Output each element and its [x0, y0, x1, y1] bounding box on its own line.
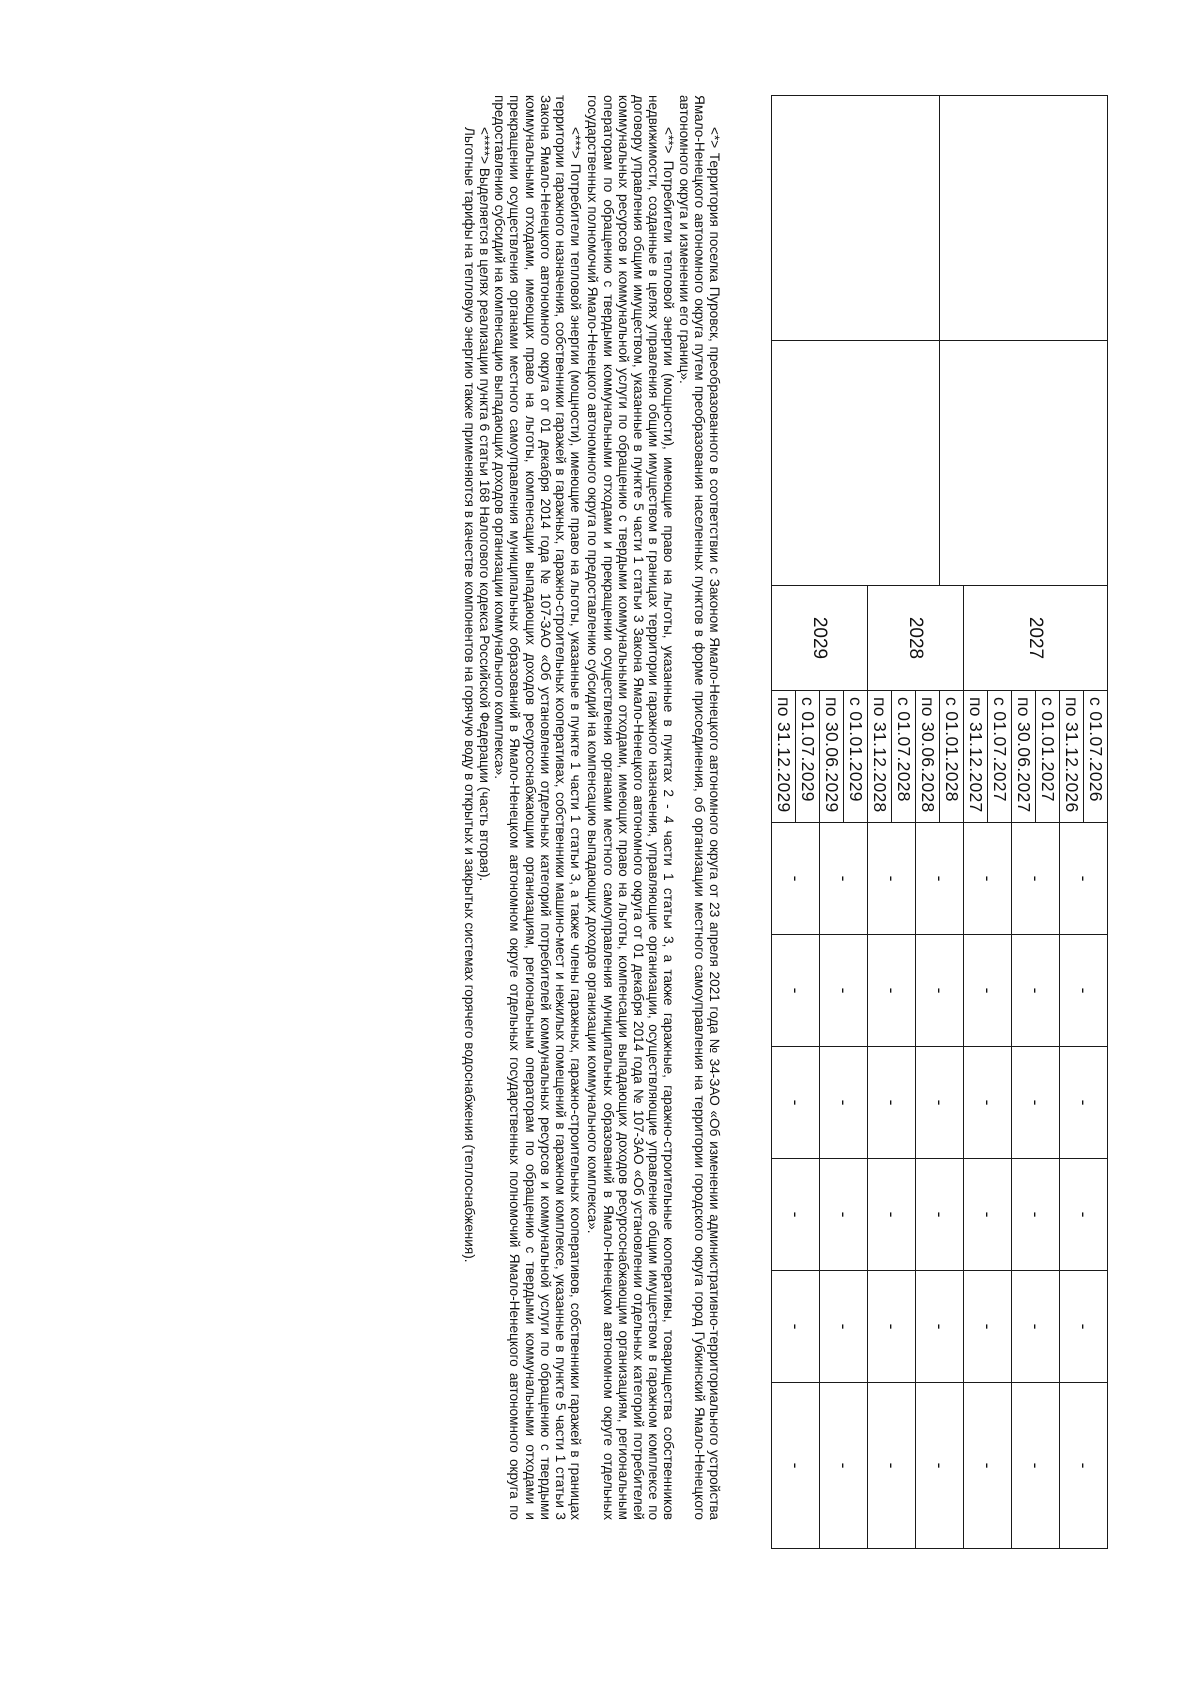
dash-cell: -: [772, 1383, 820, 1549]
dash-cell: -: [1060, 1047, 1108, 1159]
dash-cell: -: [820, 935, 868, 1047]
dash-cell: -: [1012, 1047, 1060, 1159]
footnote-3: <***> Потребители тепловой энергии (мощности), имеющие право на льготы, указанные в пункте 1 части 1 статьи 3, а также члены гаражных, гаражно-строительных кооперативов, собственники гаражей в границах территории гаражного назначения, собственники гаражей в гаражных, гаражно-строительных кооперативах, собственники машино-мест и нежилых помещений в гаражном комплексе, указанные в пункте 5 части 1 статьи 3 Закона Ямало-Ненецкого автономного округа от 01 декабря 2014 года № 107-ЗАО «Об установлении отдельных категорий потребителей коммунальных ресурсов и коммунальной услуги по обращению с твердыми коммунальными отходами, имеющих право на льготы, компенсации выпадающих доходов ресурсоснабжающим организациям, региональным операторам по обращению с твердыми коммунальными отходами и прекращении осуществления органами местного самоуправления муниципальных образований в Ямало-Ненецком автономном округе отдельных государственных полномочий Ямало-Ненецкого автономного округа по предоставлению субсидий на компенсацию выпадающих доходов организации коммунального комплекса».: [492, 95, 584, 1520]
date-cell: с 01.01.2027: [1036, 691, 1060, 823]
dash-cell: -: [868, 823, 916, 935]
dash-cell: -: [868, 935, 916, 1047]
dash-cell: -: [772, 935, 820, 1047]
dash-cell: -: [1012, 1159, 1060, 1271]
dash-cell: -: [916, 1383, 964, 1549]
date-cell: по 31.12.2029: [772, 691, 796, 823]
dash-cell: -: [868, 1047, 916, 1159]
dash-cell: -: [772, 823, 820, 935]
empty-cell: [940, 341, 1108, 586]
dash-cell: -: [964, 1047, 1012, 1159]
dash-cell: -: [964, 935, 1012, 1047]
date-cell: с 01.07.2029: [796, 691, 820, 823]
dash-cell: -: [1060, 1271, 1108, 1383]
dash-cell: -: [772, 1159, 820, 1271]
date-cell: с 01.07.2026: [1084, 691, 1108, 823]
year-cell: 2028: [868, 586, 964, 691]
dash-cell: -: [772, 1047, 820, 1159]
tariff-table: [771, 95, 1108, 1549]
dash-cell: -: [820, 1159, 868, 1271]
date-cell: по 30.06.2029: [820, 691, 844, 823]
empty-cell: [772, 96, 940, 341]
dash-cell: -: [964, 1159, 1012, 1271]
empty-cell: [772, 341, 940, 586]
date-cell: с 01.07.2027: [988, 691, 1012, 823]
year-cell: 2029: [772, 586, 868, 691]
dash-cell: -: [820, 1383, 868, 1549]
dash-cell: -: [916, 823, 964, 935]
dash-cell: -: [1012, 823, 1060, 935]
date-cell: по 30.06.2027: [1012, 691, 1036, 823]
dash-cell: -: [772, 1271, 820, 1383]
dash-cell: -: [820, 1271, 868, 1383]
footnote-5: Льготные тарифы на тепловую энергию также применяются в качестве компонентов на горячую воду в открытых и закрытых системах горячего водоснабжения (теплоснабжения).: [461, 127, 477, 1263]
footnote-2: <**> Потребители тепловой энергии (мощности), имеющие право на льготы, указанные в пунктах 2 - 4 части 1 статьи 3, а также гаражные, гаражно-строительные кооперативы, товарищества собственников недвижимости, созданные в целях управления общим имуществом в границах территории гаражного назначения, управляющие организации, осуществляющие управление общим имуществом в гаражном комплексе по договору управления общим имуществом, указанные в пункте 5 части 1 статьи 3 Закона Ямало-Ненецкого автономного округа от 01 декабря 2014 года № 107-ЗАО «Об установлении отдельных категорий потребителей коммунальных ресурсов и коммунальной услуги по обращению с твердыми коммунальными отходами, имеющих право на льготы, компенсации выпадающих доходов ресурсоснабжающим организациям, региональным операторам по обращению с твердыми коммунальными отходами и прекращении осуществления органами местного самоуправления муниципальных образований в Ямало-Ненецком автономном округе отдельных государственных полномочий Ямало-Ненецкого автономного округа по предоставлению субсидий на компенсацию выпадающих доходов организации коммунального комплекса».: [585, 95, 677, 1520]
dash-cell: -: [916, 1271, 964, 1383]
dash-cell: -: [1060, 1383, 1108, 1549]
date-cell: по 31.12.2026: [1060, 691, 1084, 823]
dash-cell: -: [1012, 1383, 1060, 1549]
table-row: [1084, 96, 1108, 1549]
date-cell: по 30.06.2028: [916, 691, 940, 823]
dash-cell: -: [916, 1047, 964, 1159]
dash-cell: -: [868, 1383, 916, 1549]
date-cell: с 01.01.2028: [940, 691, 964, 823]
date-cell: по 31.12.2028: [868, 691, 892, 823]
dash-cell: -: [820, 823, 868, 935]
dash-cell: -: [1060, 935, 1108, 1047]
dash-cell: -: [1060, 823, 1108, 935]
dash-cell: -: [1060, 1159, 1108, 1271]
dash-cell: -: [964, 1383, 1012, 1549]
dash-cell: -: [1012, 1271, 1060, 1383]
dash-cell: -: [916, 1159, 964, 1271]
dash-cell: -: [820, 1047, 868, 1159]
date-cell: с 01.01.2029: [844, 691, 868, 823]
dash-cell: -: [964, 823, 1012, 935]
footnotes: [462, 95, 722, 1520]
date-cell: с 01.07.2028: [892, 691, 916, 823]
dash-cell: -: [916, 935, 964, 1047]
date-cell: по 31.12.2027: [964, 691, 988, 823]
footnote-1: <*> Территория поселка Пуровск, преобразованного в соответствии с Законом Ямало-Ненецкого автономного округа от 23 апреля 2021 года № 34-ЗАО «Об изменении административно-территориального устройства Ямало-Ненецкого автономного округа путем преобразования населенных пунктов в форме присоединения, об организации местного самоуправления на территории городского округа город Губкинский Ямало-Ненецкого автономного округа и изменении его границ».: [676, 95, 722, 1520]
dash-cell: -: [868, 1271, 916, 1383]
empty-cell: [940, 96, 1108, 341]
footnote-4: <****> Выделяется в целях реализации пункта 6 статьи 168 Налогового кодекса Российской Федерации (часть вторая).: [476, 127, 492, 882]
dash-cell: -: [964, 1271, 1012, 1383]
dash-cell: -: [1012, 935, 1060, 1047]
year-cell: 2027: [964, 586, 1108, 691]
dash-cell: -: [868, 1159, 916, 1271]
